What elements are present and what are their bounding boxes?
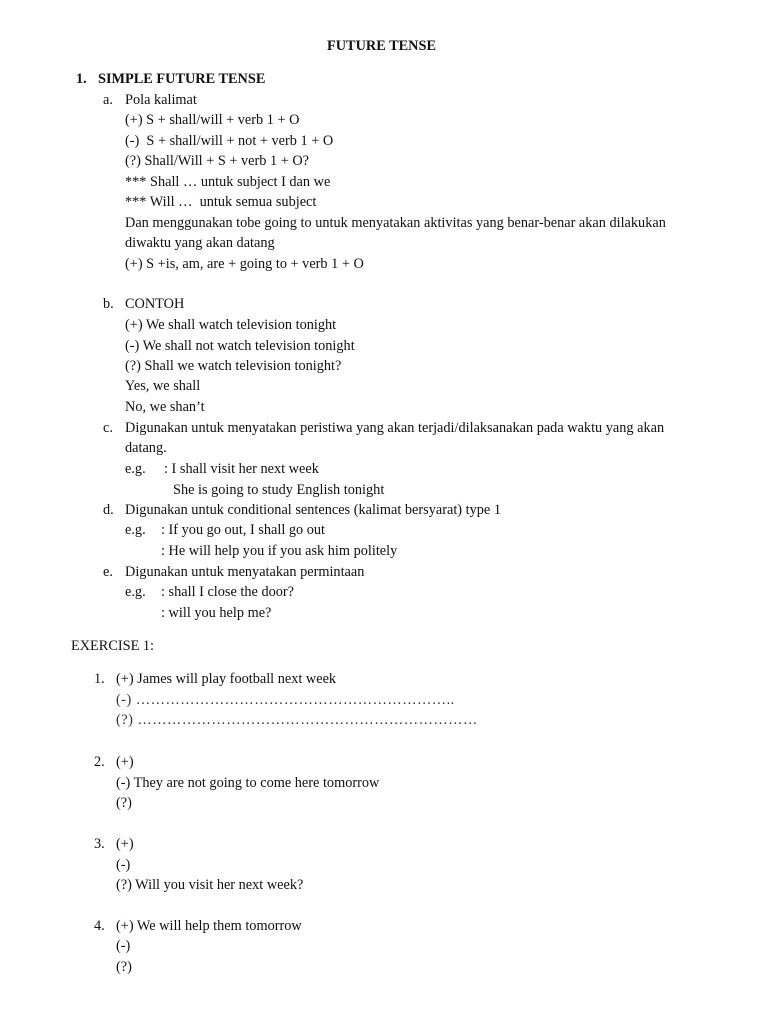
paragraph-line: Digunakan untuk conditional sentences (kalimat bersyarat) type 1: [125, 502, 501, 518]
exercise-line: (-): [116, 857, 131, 873]
example-line: (+) We shall watch television tonight: [125, 317, 337, 333]
exercise-blank-line: (-) ………………………………………………………..: [116, 692, 455, 708]
section-number: 1.: [76, 71, 87, 87]
exercise-line: (+) James will play football next week: [116, 671, 337, 687]
example-line: She is going to study English tonight: [173, 482, 385, 498]
example-line: No, we shan’t: [125, 399, 205, 415]
exercise-blank-line: (?) ……………………………………………………………: [116, 712, 478, 728]
exercise-number: 2.: [94, 754, 105, 770]
example-line: Yes, we shall: [125, 378, 201, 394]
list-marker-e: e.: [103, 564, 113, 580]
pattern-line: (-) S + shall/will + not + verb 1 + O: [125, 133, 334, 149]
paragraph-line: datang.: [125, 440, 167, 456]
exercise-line: (-): [116, 938, 131, 954]
subsection-label: CONTOH: [125, 296, 185, 312]
eg-label: e.g.: [125, 522, 146, 538]
example-line: : will you help me?: [161, 605, 272, 621]
pattern-line: (+) S + shall/will + verb 1 + O: [125, 112, 300, 128]
exercise-number: 1.: [94, 671, 105, 687]
exercise-line: (+) We will help them tomorrow: [116, 918, 302, 934]
paragraph-line: Dan menggunakan tobe going to untuk menyatakan aktivitas yang benar-benar akan dilakukan: [125, 215, 666, 231]
example-line: : If you go out, I shall go out: [161, 522, 326, 538]
paragraph-line: Digunakan untuk menyatakan permintaan: [125, 564, 365, 580]
exercise-line: (+): [116, 754, 134, 770]
example-line: : He will help you if you ask him politely: [161, 543, 398, 559]
example-line: : I shall visit her next week: [164, 461, 319, 477]
list-marker-a: a.: [103, 92, 113, 108]
example-line: : shall I close the door?: [161, 584, 295, 600]
eg-label: e.g.: [125, 584, 146, 600]
exercise-line: (?) Will you visit her next week?: [116, 877, 304, 893]
note-line: *** Shall … untuk subject I dan we: [125, 174, 331, 190]
note-line: *** Will … untuk semua subject: [125, 194, 317, 210]
list-marker-b: b.: [103, 296, 114, 312]
exercise-number: 4.: [94, 918, 105, 934]
paragraph-line: Digunakan untuk menyatakan peristiwa yang akan terjadi/dilaksanakan pada waktu yang akan: [125, 420, 665, 436]
example-line: (-) We shall not watch television tonight: [125, 338, 355, 354]
subsection-label: Pola kalimat: [125, 92, 197, 108]
eg-label: e.g.: [125, 461, 146, 477]
exercise-line: (-) They are not going to come here tomorrow: [116, 775, 380, 791]
list-marker-c: c.: [103, 420, 113, 436]
exercise-number: 3.: [94, 836, 105, 852]
page-title: FUTURE TENSE: [327, 38, 436, 54]
pattern-line: (?) Shall/Will + S + verb 1 + O?: [125, 153, 310, 169]
exercise-line: (?): [116, 959, 132, 975]
exercise-heading: EXERCISE 1:: [71, 638, 155, 654]
paragraph-line: diwaktu yang akan datang: [125, 235, 275, 251]
section-heading: SIMPLE FUTURE TENSE: [98, 71, 266, 87]
list-marker-d: d.: [103, 502, 114, 518]
example-line: (?) Shall we watch television tonight?: [125, 358, 342, 374]
exercise-line: (+): [116, 836, 134, 852]
pattern-line: (+) S +is, am, are + going to + verb 1 + O: [125, 256, 364, 272]
exercise-line: (?): [116, 795, 132, 811]
